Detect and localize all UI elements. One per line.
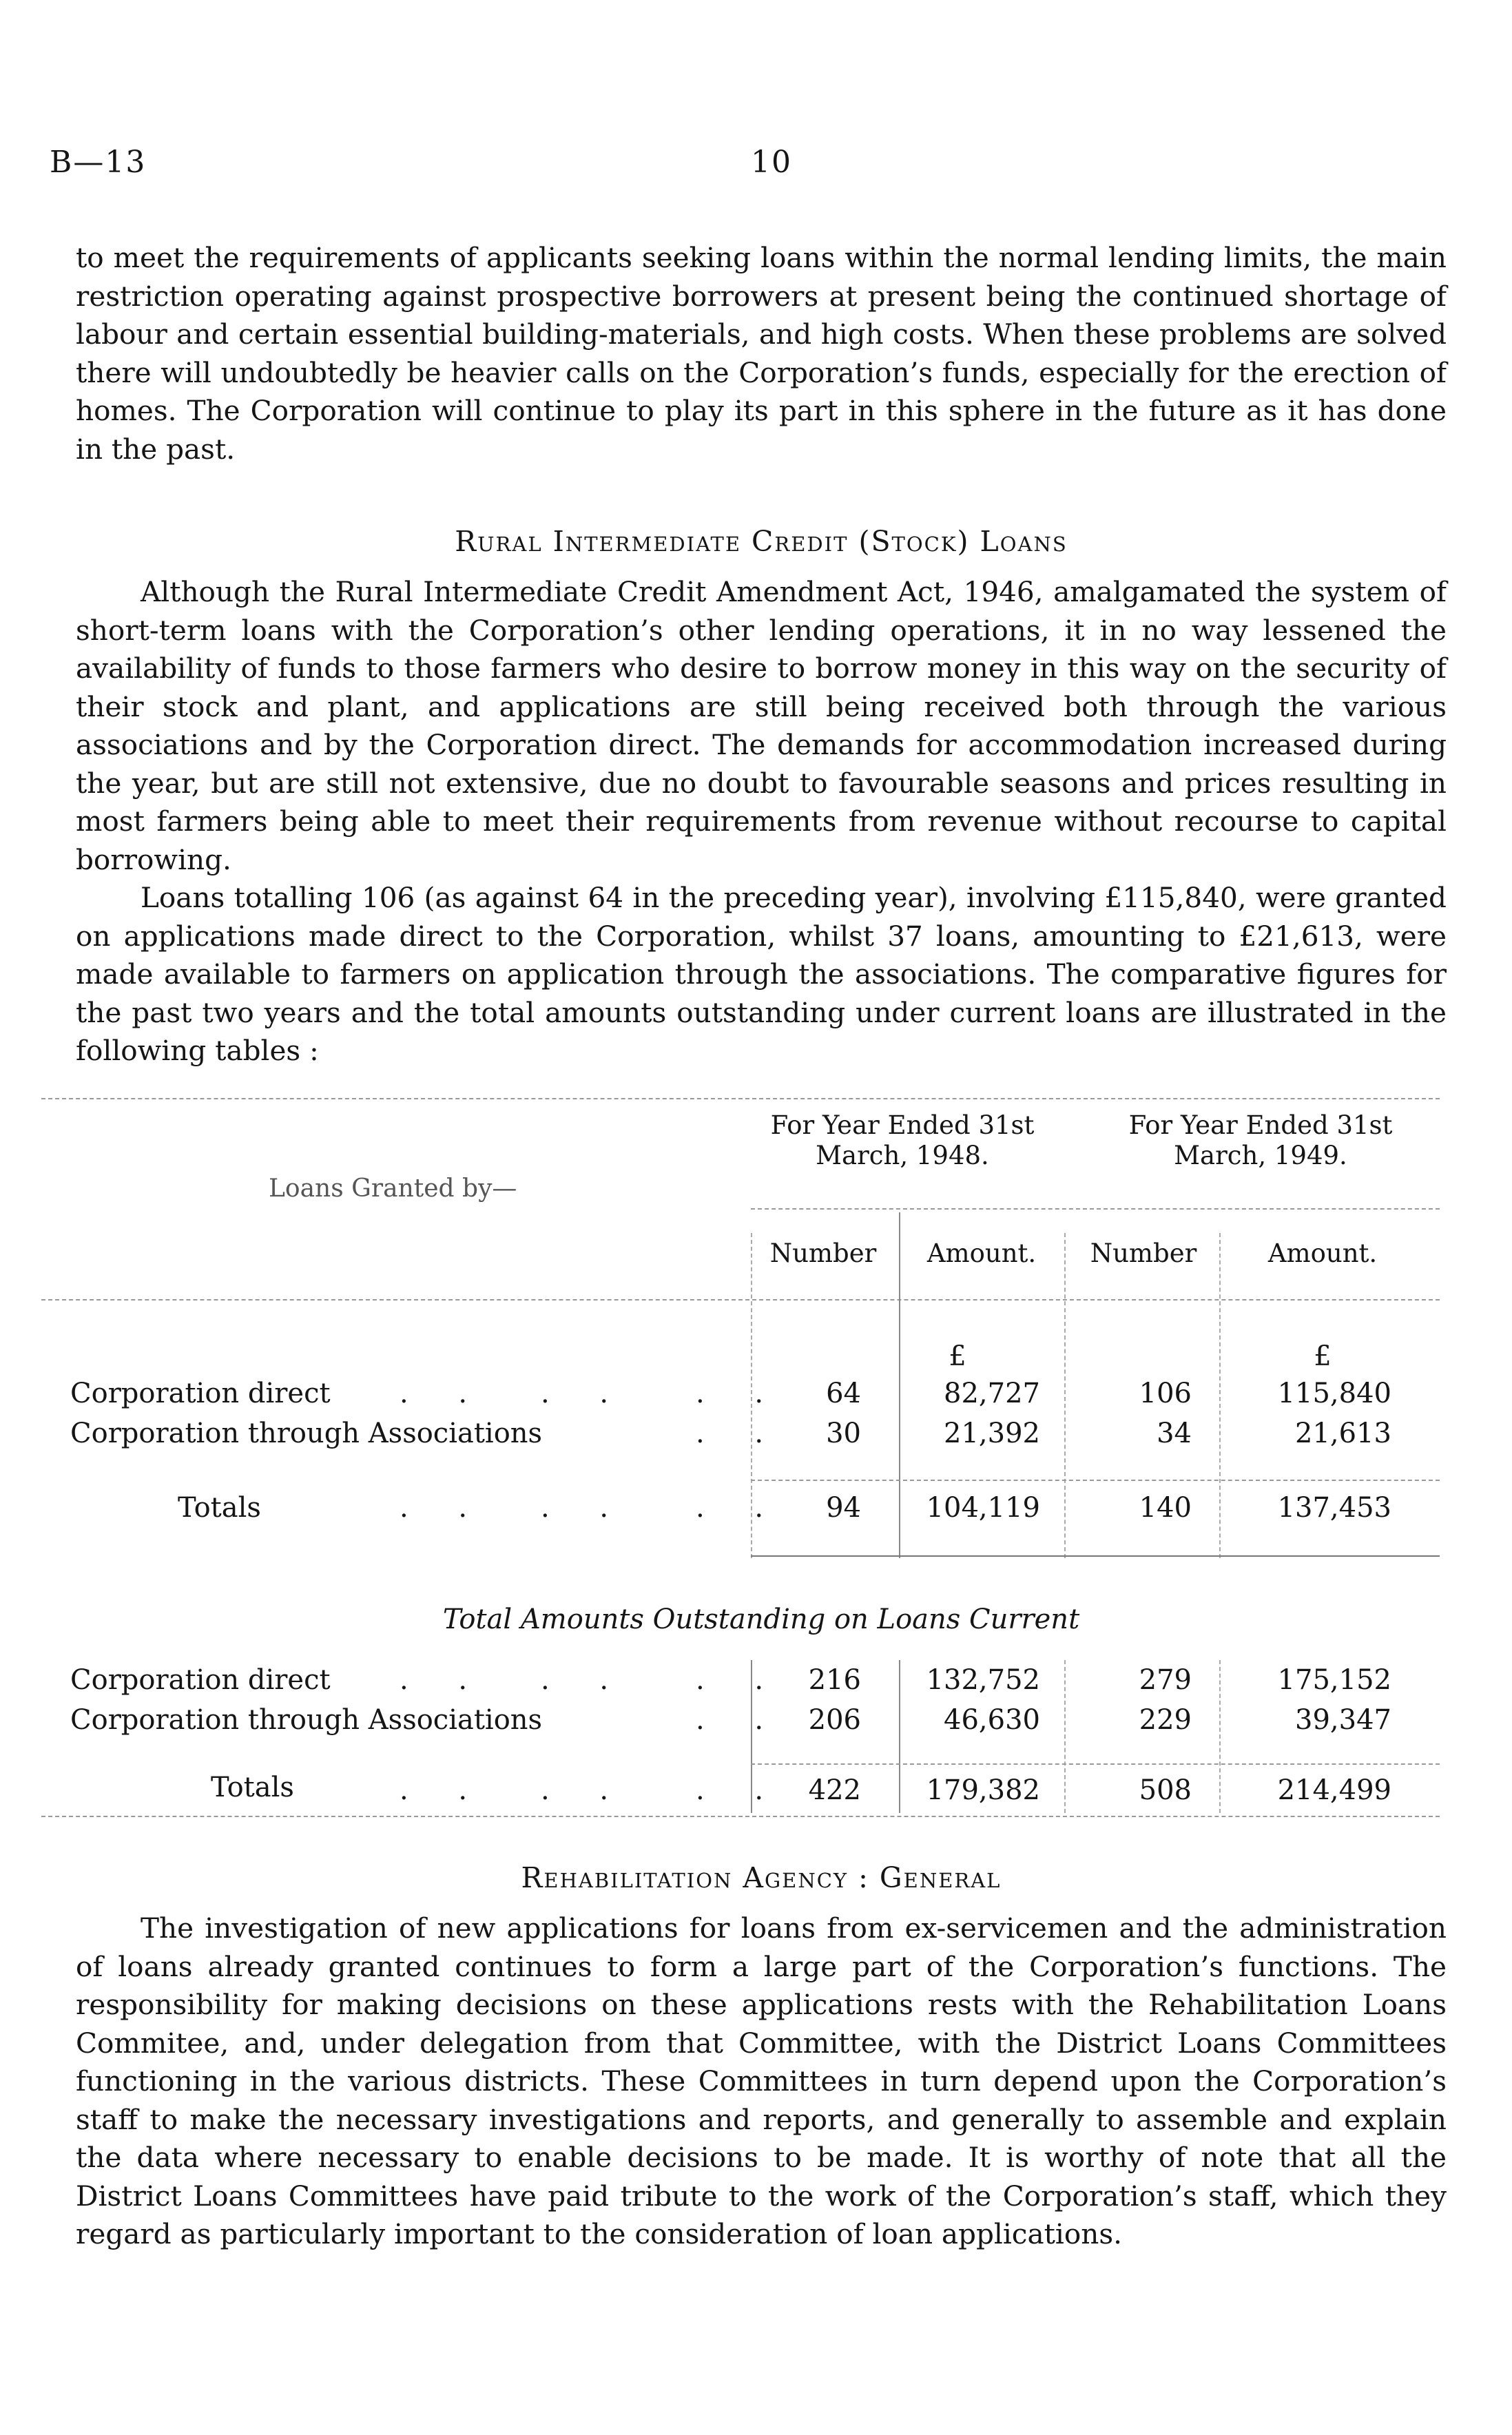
cell-amount: 104,119 xyxy=(926,1492,1040,1524)
cell-number: 64 xyxy=(826,1378,861,1409)
row-label: Corporation direct xyxy=(70,1378,331,1409)
paragraph-rehabilitation: The investigation of new applications for loans from ex-servicemen and the administration of loans already granted continues to form a large part of the Corporation’s functions. The responsibility for making decisions on these applications rests with the Rehabilitation Loans Commitee, and, under delegation from that Committee, with the District Loans Committees functioning in the various districts. These Committees in turn depend upon the Corporation’s staff to make the necessary investigations and reports, and generally to assemble and explain the data where necessary to enable decisions to be made. It is worthy of note that all the District Loans Committees have paid tribute to the work of the Corporation’s staff, which they regard as particularly important to the consideration of loan applications. xyxy=(76,1911,1447,2250)
cell-amount: 175,152 xyxy=(1277,1664,1391,1696)
leader-dots: . . xyxy=(696,1492,785,1524)
col-divider xyxy=(1064,1233,1066,1558)
period-rule xyxy=(751,1208,1440,1210)
col-amount-1948: Amount. xyxy=(926,1239,1037,1268)
leader-dots: . . xyxy=(696,1418,785,1449)
cell-number: 206 xyxy=(808,1704,861,1736)
row-label: Corporation through Associations xyxy=(70,1704,543,1736)
totals-label: Totals xyxy=(178,1492,261,1524)
totals-label: Totals xyxy=(211,1772,294,1803)
cell-number: 30 xyxy=(826,1418,861,1449)
cell-amount: 214,499 xyxy=(1277,1774,1391,1806)
cell-amount: 21,613 xyxy=(1295,1418,1391,1449)
col-divider xyxy=(1064,1660,1066,1813)
table-top-rule xyxy=(41,1098,1440,1099)
cell-amount: 46,630 xyxy=(944,1704,1040,1736)
period-header-1949: For Year Ended 31st March, 1949. xyxy=(1128,1110,1393,1170)
cell-amount: 115,840 xyxy=(1277,1378,1391,1409)
leader-dots: . . xyxy=(696,1664,785,1696)
leader-dots: . . xyxy=(541,1492,630,1524)
totals-rule xyxy=(751,1763,1440,1765)
col-divider xyxy=(899,1212,900,1558)
leader-dots: . . xyxy=(541,1378,630,1409)
leader-dots: . . xyxy=(696,1774,785,1806)
cell-number: 279 xyxy=(1139,1664,1192,1696)
table-bottom-rule xyxy=(41,1816,1440,1817)
cell-number: 422 xyxy=(808,1774,861,1806)
col-amount-1949: Amount. xyxy=(1267,1239,1378,1268)
cell-amount: 137,453 xyxy=(1277,1492,1391,1524)
leader-dots: . . xyxy=(400,1378,488,1409)
leader-dots: . . xyxy=(696,1378,785,1409)
outstanding-subheading: Total Amounts Outstanding on Loans Current xyxy=(442,1604,1080,1635)
totals-rule xyxy=(751,1480,1440,1481)
leader-dots: . . xyxy=(400,1664,488,1696)
col-number-1948: Number xyxy=(769,1239,877,1268)
cell-number: 34 xyxy=(1157,1418,1192,1449)
col-divider xyxy=(1219,1660,1221,1813)
cell-number: 216 xyxy=(808,1664,861,1696)
currency-symbol: £ xyxy=(949,1340,966,1372)
column-header-rule xyxy=(41,1299,1440,1301)
paragraph-rural-credit-2: Loans totalling 106 (as against 64 in the preceding year), involving £115,840, were granted on applications made direct to the Corporation, whilst 37 loans, amounting to £21,613, were made available to farmers on application through the associations. The comparative figures for the past two years and the total amounts outstanding under current loans are illustrated in the following tables : xyxy=(76,881,1447,1067)
page-number: 10 xyxy=(751,145,792,180)
heading-rehabilitation-agency: Rehabilitation Agency : General xyxy=(521,1861,1002,1894)
table-section-rule xyxy=(751,1555,1440,1557)
cell-number: 140 xyxy=(1139,1492,1192,1524)
cell-amount: 39,347 xyxy=(1295,1704,1391,1736)
leader-dots: . . xyxy=(400,1492,488,1524)
stub-header: Loans Granted by— xyxy=(269,1174,517,1203)
period-header-1948: For Year Ended 31st March, 1948. xyxy=(770,1110,1035,1170)
cell-number: 229 xyxy=(1139,1704,1192,1736)
col-number-1949: Number xyxy=(1090,1239,1197,1268)
cell-amount: 179,382 xyxy=(926,1774,1040,1806)
leader-dots: . . xyxy=(541,1664,630,1696)
cell-amount: 82,727 xyxy=(944,1378,1040,1409)
cell-amount: 21,392 xyxy=(944,1418,1040,1449)
currency-symbol: £ xyxy=(1314,1340,1332,1372)
leader-dots: . . xyxy=(400,1774,488,1806)
leader-dots: . . xyxy=(541,1774,630,1806)
cell-amount: 132,752 xyxy=(926,1664,1040,1696)
row-label: Corporation direct xyxy=(70,1664,331,1696)
leader-dots: . . xyxy=(696,1704,785,1736)
paragraph-rural-credit-1: Although the Rural Intermediate Credit Amendment Act, 1946, amalgamated the system of short-term loans with the Corporation’s other lending operations, it in no way lessened the availability of funds to those farmers who desire to borrow money in this way on the security of their stock and plant, and applications are still being received both through the various associations and by the Corporation direct. The demands for accommodation increased during the year, but are still not extensive, due no doubt to favourable seasons and prices resulting in most farmers being able to meet their requirements from revenue without recourse to capital borrowing. xyxy=(76,575,1447,876)
row-label: Corporation through Associations xyxy=(70,1418,543,1449)
cell-number: 106 xyxy=(1139,1378,1192,1409)
col-divider xyxy=(1219,1233,1221,1558)
paragraph-continuation: to meet the requirements of applicants seeking loans within the normal lending limits, the main restriction operating against prospective borrowers at present being the continued shortage of labour and certain essential building-materials, and high costs. When these problems are solved there will undoubtedly be heavier calls on the Corporation’s funds, especially for the erection of homes. The Corporation will continue to play its part in this sphere in the future as it has done in the past. xyxy=(76,241,1447,466)
page-reference: B—13 xyxy=(50,145,147,180)
cell-number: 508 xyxy=(1139,1774,1192,1806)
heading-rural-intermediate-credit: Rural Intermediate Credit (Stock) Loans xyxy=(455,525,1068,558)
col-divider xyxy=(899,1660,900,1813)
cell-number: 94 xyxy=(826,1492,861,1524)
